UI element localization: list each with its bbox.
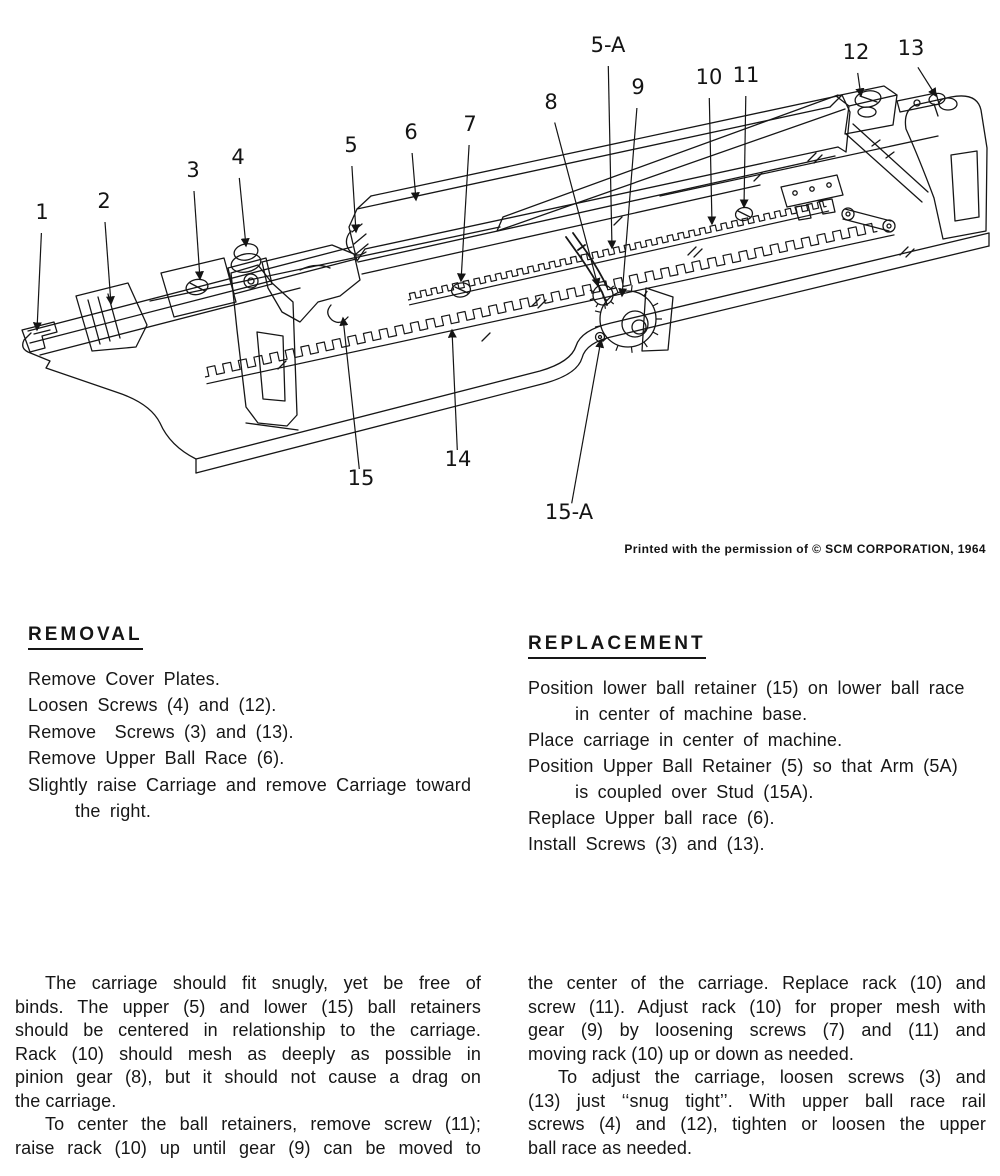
text-line: Remove Cover Plates. bbox=[28, 668, 221, 689]
text-line: The carriage should fit snugly, yet be free of bbox=[45, 973, 481, 993]
callout-label: 12 bbox=[842, 40, 870, 64]
callout-label: 2 bbox=[97, 189, 111, 213]
text-line: ball race as needed. bbox=[528, 1137, 693, 1158]
text-line: the right. bbox=[75, 801, 152, 822]
text-line: the center of the carriage. Replace rack (10) and bbox=[528, 973, 986, 993]
callout-leader-line bbox=[608, 66, 612, 248]
text-line: To adjust the carriage, loosen screws (3) and bbox=[558, 1067, 986, 1087]
callout-leader-line bbox=[858, 73, 861, 96]
callout-label: 11 bbox=[732, 63, 760, 87]
callout-label: 1 bbox=[35, 200, 49, 224]
text-line: (13) just ‘‘snug tight’’. With upper ball race rail bbox=[528, 1090, 986, 1111]
text-line: Remove Upper Ball Race (6). bbox=[28, 748, 285, 769]
removal-section bbox=[28, 624, 498, 825]
machine-drawing bbox=[22, 86, 989, 473]
callout-label: 6 bbox=[404, 120, 418, 144]
text-line: pinion gear (8), but it should not cause a drag on bbox=[15, 1067, 481, 1087]
callout-leader-line bbox=[461, 145, 469, 281]
callout-leader-line bbox=[452, 330, 457, 450]
callout-label: 15 bbox=[347, 466, 375, 490]
text-line: should be centered in relationship to the carriage. bbox=[15, 1020, 481, 1040]
rack-teeth-path bbox=[409, 211, 829, 305]
text-line: Position Upper Ball Retainer (5) so that Arm (5A) bbox=[528, 755, 958, 776]
text-line: is coupled over Stud (15A). bbox=[575, 781, 814, 802]
text-line: Position lower ball retainer (15) on lower ball race bbox=[528, 677, 965, 698]
callout-leader-line bbox=[239, 178, 246, 246]
callout-leader-line bbox=[37, 233, 41, 330]
text-line: Rack (10) should mesh as deeply as possible in bbox=[15, 1043, 481, 1064]
replacement-heading: REPLACEMENT bbox=[528, 633, 706, 659]
callout-label: 8 bbox=[544, 90, 558, 114]
callout-leader-line bbox=[412, 153, 416, 200]
replacement-steps bbox=[528, 675, 990, 857]
text-line: Loosen Screws (4) and (12). bbox=[28, 695, 277, 716]
removal-steps bbox=[28, 666, 498, 825]
figure-credit: Printed with the permission of © SCM CORPORATION, 1964 bbox=[624, 542, 986, 556]
text-line: gear (9) by loosening screws (7) and (11) and bbox=[528, 1020, 986, 1040]
text-line: binds. The upper (5) and lower (15) ball retainers bbox=[15, 996, 481, 1017]
text-line: screw (11). Adjust rack (10) for proper mesh with bbox=[528, 996, 986, 1017]
text-line: raise rack (10) up until gear (9) can be moved to bbox=[15, 1137, 481, 1158]
callout-label: 5-A bbox=[590, 33, 626, 57]
callout-label: 13 bbox=[897, 36, 925, 60]
rack-teeth bbox=[205, 201, 895, 384]
replacement-section bbox=[528, 633, 990, 857]
callout-label: 5 bbox=[344, 133, 358, 157]
callout-leader-line bbox=[572, 340, 601, 503]
callout-leader-line bbox=[194, 191, 200, 279]
text-line: To center the ball retainers, remove screw (11); bbox=[45, 1114, 481, 1134]
adjustment-text-right-column bbox=[528, 972, 986, 1160]
callout-leader-line bbox=[352, 166, 356, 232]
text-line: in center of machine base. bbox=[575, 703, 808, 724]
text-line: Slightly raise Carriage and remove Carriage toward bbox=[28, 774, 472, 795]
callout-leader-line bbox=[744, 96, 746, 207]
rack-teeth-path bbox=[408, 201, 827, 300]
text-line: moving rack (10) up or down as needed. bbox=[528, 1043, 854, 1064]
callout-label: 7 bbox=[463, 112, 477, 136]
callout-leader-line bbox=[709, 98, 712, 224]
callout-label: 4 bbox=[231, 145, 245, 169]
text-line: Remove Screws (3) and (13). bbox=[28, 721, 294, 742]
callout-leader-line bbox=[622, 108, 637, 296]
adjustment-text-left-column bbox=[15, 972, 481, 1160]
removal-heading: REMOVAL bbox=[28, 624, 143, 650]
callout-label: 14 bbox=[444, 447, 472, 471]
callout-leader-line bbox=[918, 67, 936, 96]
text-line: Replace Upper ball race (6). bbox=[528, 807, 775, 828]
text-line: Place carriage in center of machine. bbox=[528, 729, 843, 750]
callout-label: 9 bbox=[631, 75, 645, 99]
callout-label: 15-A bbox=[544, 500, 594, 524]
text-line: screws (4) and (12), tighten or loosen the upper bbox=[528, 1114, 986, 1134]
mechanism-figure bbox=[0, 0, 1000, 535]
text-line: the carriage. bbox=[15, 1090, 117, 1111]
callout-label: 10 bbox=[695, 65, 723, 89]
text-line: Install Screws (3) and (13). bbox=[528, 833, 765, 854]
callout-leader-line bbox=[105, 222, 111, 304]
rack-teeth-path bbox=[207, 235, 895, 384]
rack-teeth-path bbox=[205, 223, 877, 377]
figure-callouts bbox=[35, 33, 936, 524]
callout-label: 3 bbox=[186, 158, 200, 182]
